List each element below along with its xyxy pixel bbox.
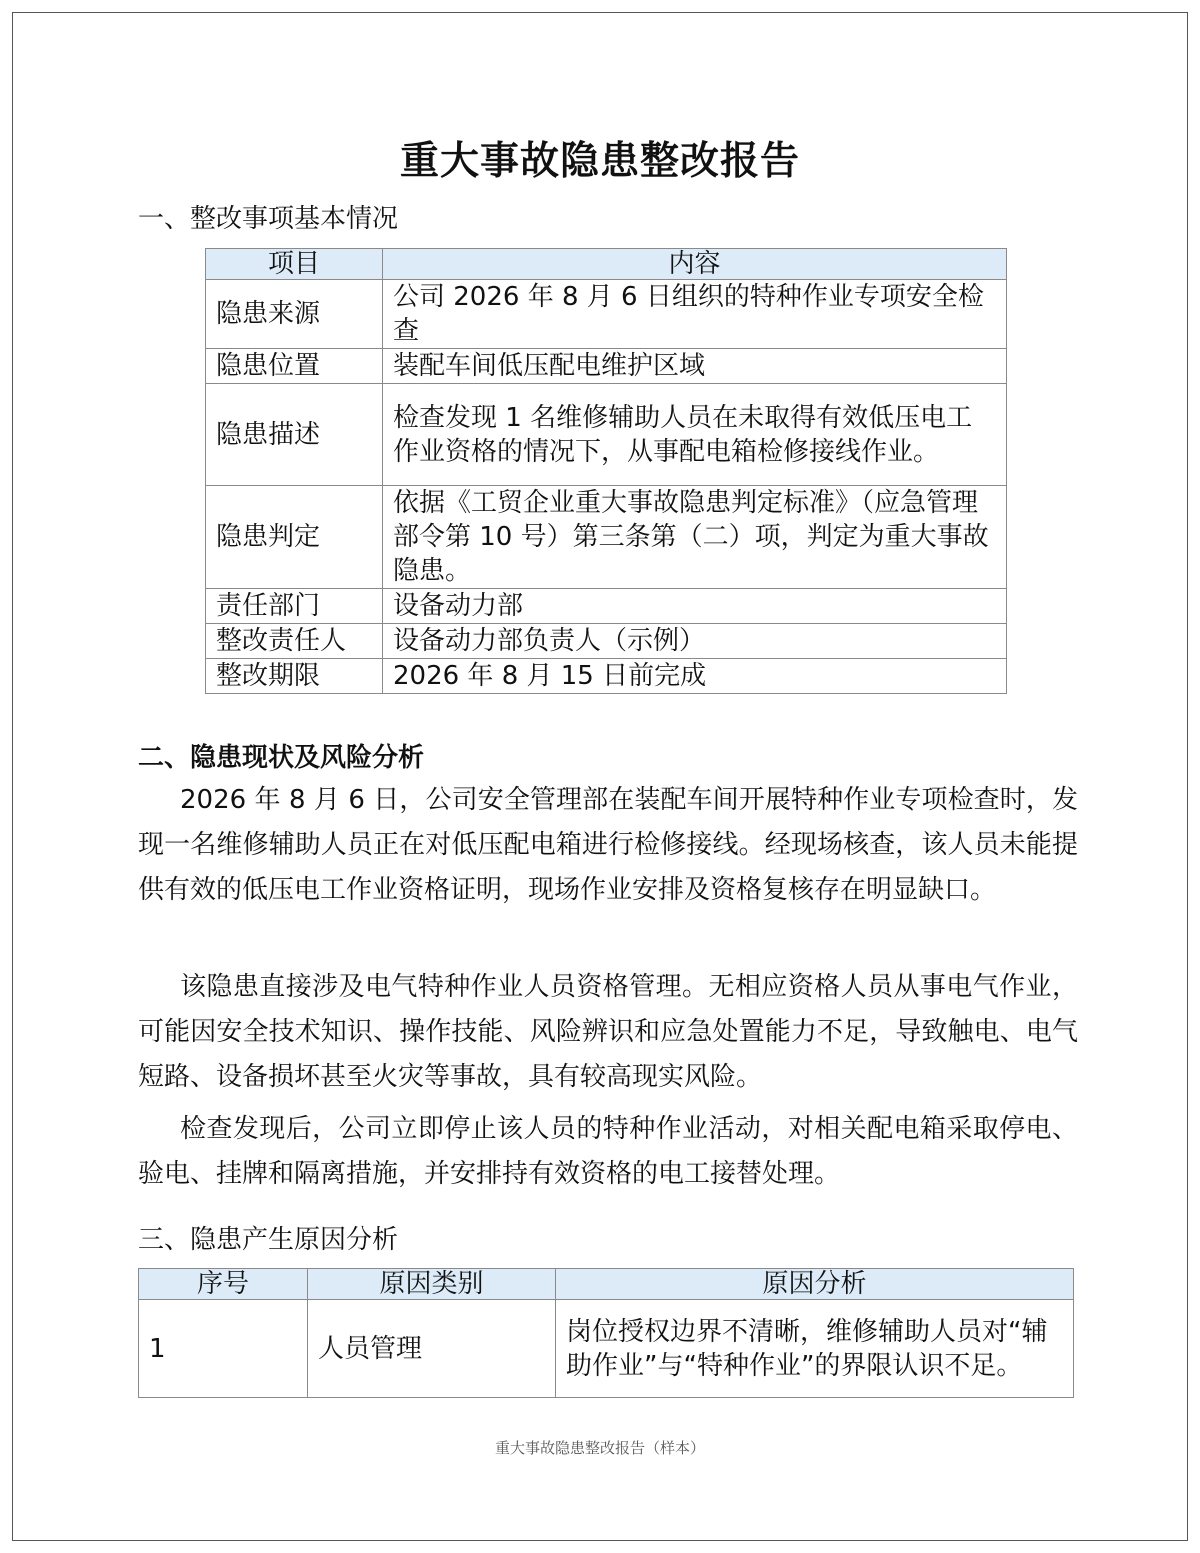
row-label: 隐患判定 (206, 486, 383, 589)
row-value: 公司 2026 年 8 月 6 日组织的特种作业专项安全检查 (383, 280, 1007, 349)
column-header-category: 原因类别 (308, 1269, 556, 1300)
cause-analysis-table (138, 1268, 1074, 1398)
table-header-row (139, 1269, 1074, 1300)
table-row (206, 589, 1007, 624)
row-value: 装配车间低压配电维护区域 (383, 349, 1007, 384)
column-header-item: 项目 (206, 249, 383, 280)
cause-no: 1 (139, 1300, 308, 1398)
basic-info-table (205, 248, 1007, 694)
section-2-heading: 二、隐患现状及风险分析 (138, 743, 425, 773)
cause-analysis: 岗位授权边界不清晰，维修辅助人员对“辅助作业”与“特种作业”的界限认识不足。 (556, 1300, 1074, 1398)
row-value: 设备动力部 (383, 589, 1007, 624)
paragraph: 2026 年 8 月 6 日，公司安全管理部在装配车间开展特种作业专项检查时，发现一名维修辅助人员正在对低压配电箱进行检修接线。经现场核查，该人员未能提供有效的低压电工作业资格证明，现场作业安排及资格复核存在明显缺口。 (138, 785, 1078, 905)
paragraph: 该隐患直接涉及电气特种作业人员资格管理。无相应资格人员从事电气作业，可能因安全技术知识、操作技能、风险辨识和应急处置能力不足，导致触电、电气短路、设备损坏甚至火灾等事故，具有较高现实风险。 (138, 972, 1078, 1092)
table-row (139, 1300, 1074, 1398)
section-1-heading: 一、整改事项基本情况 (138, 204, 399, 234)
row-value: 2026 年 8 月 15 日前完成 (383, 659, 1007, 694)
row-label: 责任部门 (206, 589, 383, 624)
page-footer: 重大事故隐患整改报告（样本） (494, 1439, 705, 1457)
cause-category: 人员管理 (308, 1300, 556, 1398)
table-row (206, 280, 1007, 349)
table-row (206, 384, 1007, 486)
table-row (206, 486, 1007, 589)
table-header-row (206, 249, 1007, 280)
row-value: 检查发现 1 名维修辅助人员在未取得有效低压电工作业资格的情况下，从事配电箱检修接线作业。 (383, 384, 1007, 486)
row-label: 隐患位置 (206, 349, 383, 384)
document-title: 重大事故隐患整改报告 (399, 139, 800, 184)
table-row (206, 624, 1007, 659)
row-value: 设备动力部负责人（示例） (383, 624, 1007, 659)
row-label: 隐患描述 (206, 384, 383, 486)
row-label: 隐患来源 (206, 280, 383, 349)
row-value: 依据《工贸企业重大事故隐患判定标准》（应急管理部令第 10 号）第三条第（二）项，判定为重大事故隐患。 (383, 486, 1007, 589)
section-3-heading: 三、隐患产生原因分析 (138, 1225, 399, 1255)
table-row (206, 659, 1007, 694)
row-label: 整改期限 (206, 659, 383, 694)
column-header-content: 内容 (383, 249, 1007, 280)
column-header-analysis: 原因分析 (556, 1269, 1074, 1300)
table-row (206, 349, 1007, 384)
column-header-no: 序号 (139, 1269, 308, 1300)
paragraph: 检查发现后，公司立即停止该人员的特种作业活动，对相关配电箱采取停电、验电、挂牌和隔离措施，并安排持有效资格的电工接替处理。 (138, 1114, 1078, 1189)
row-label: 整改责任人 (206, 624, 383, 659)
